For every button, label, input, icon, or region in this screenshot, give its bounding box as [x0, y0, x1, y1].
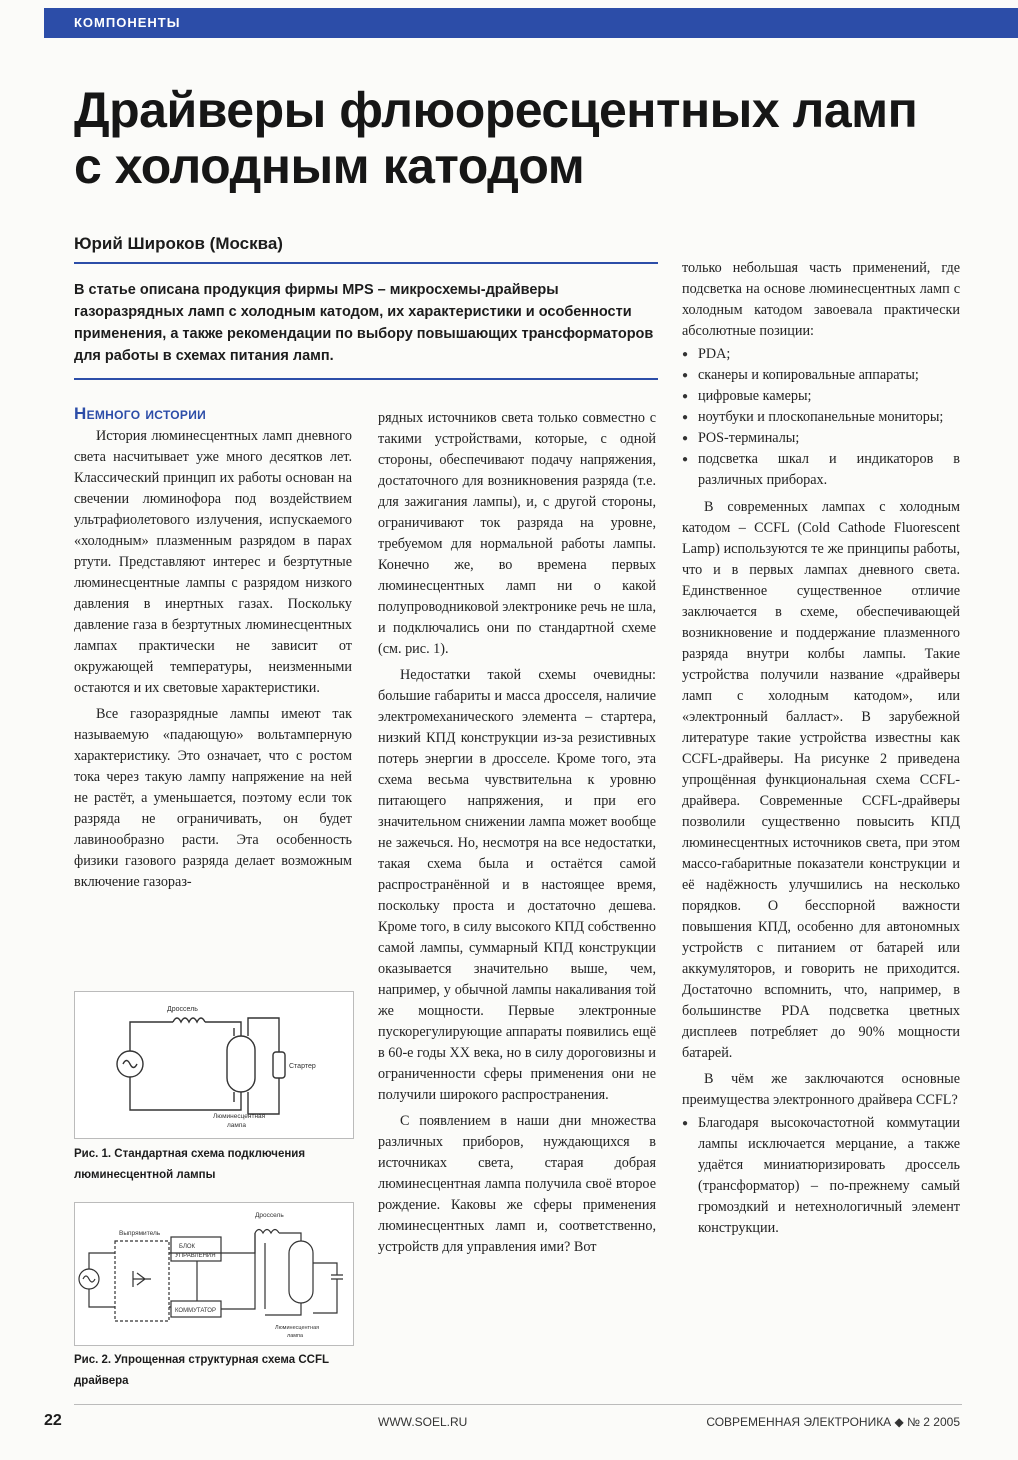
- site-link: WWW.SOEL.RU: [378, 1415, 468, 1429]
- advantages-list: [682, 1113, 960, 1239]
- figure-2-diagram: [75, 1203, 353, 1345]
- paragraph: Недостатки такой схемы очевидны: большие габариты и масса дросселя, наличие электромеханического элемента – стартера, низкий КПД конструкции из-за резистивных потерь энергии в дросселе. Кроме того, эта схема весьма чувствительна к уровню питающего напряжения, и при его значительном снижении лампа может вообще не зажечься. Но, несмотря на все недостатки, такая схема была и остаётся самой распространённой и в настоящее время, поскольку проста и достаточно дешева. Кроме того, в силу высокого КПД собственно самой лампы, суммарный КПД конструкции оказывается значительно выше, чем, например, у обычной лампы накаливания той же мощности. Первые электронные пускорегулирующие аппараты появились ещё в 60-е годы XX века, но в силу дороговизны и ограниченности сферы применения они не получили широкого распространения.: [378, 667, 656, 1103]
- label-lamp-2: лампа: [227, 1122, 247, 1129]
- figure-2-caption: Рис. 2. Упрощенная структурная схема CCFL драйвера: [74, 1354, 329, 1387]
- title-line-1: Драйверы флюоресцентных ламп: [74, 82, 918, 138]
- list-item: ● PDA;: [682, 344, 960, 365]
- page-number: 22: [44, 1412, 62, 1429]
- applications-list: [682, 344, 960, 491]
- figure-1: [74, 991, 354, 1139]
- column-3: [682, 258, 960, 1245]
- label-choke: Дроссель: [167, 1006, 198, 1013]
- label-switch: КОММУТАТОР: [175, 1308, 216, 1314]
- list-item: ● сканеры и копировальные аппараты;: [682, 365, 960, 386]
- label-starter: Стартер: [289, 1063, 316, 1070]
- label-control-1: БЛОК: [179, 1244, 196, 1250]
- label-lamp-1: Люминесцентная: [275, 1325, 320, 1331]
- footer-rule: [74, 1404, 962, 1405]
- figure-1-caption: Рис. 1. Стандартная схема подключения люминесцентной лампы: [74, 1148, 306, 1181]
- label-rectifier: Выпрямитель: [119, 1230, 161, 1237]
- figure-2: [74, 1202, 354, 1346]
- label-control-2: УПРАВЛЕНИЯ: [175, 1253, 216, 1259]
- paragraph: Все газоразрядные лампы имеют так называемую «падающую» вольтамперную характеристику. Это означает, что с ростом тока через такую лампу напряжение на ней не растёт, а уменьшается, поэтому если ток разряда не ограничивать, он будет лавинообразно расти. Эта особенность физики газового разряда делает возможным включение газораз-: [74, 706, 352, 890]
- column-2: [378, 408, 656, 1258]
- figure-1-diagram: [75, 992, 353, 1138]
- paragraph: В чём же заключаются основные преимущества электронного драйвера CCFL?: [682, 1071, 960, 1108]
- paragraph: только небольшая часть применений, где подсветка на основе люминесцентных ламп с холодным катодом завоевала практически абсолютные позиции:: [682, 260, 960, 339]
- header-rule: [212, 8, 1018, 38]
- magazine-issue: СОВРЕМЕННАЯ ЭЛЕКТРОНИКА ◆ № 2 2005: [706, 1415, 960, 1429]
- label-choke: Дроссель: [255, 1212, 284, 1219]
- lead-rule-top: [74, 262, 658, 264]
- column-1: [74, 426, 352, 893]
- paragraph: рядных источников света только совместно с такими устройствами, которые, с одной стороны, обеспечивают подачу напряжения, достаточного для возникновения разряда (т.е. для зажигания лампы), и, с другой стороны, ограничивают ток разряда на уровне, требуемом для нормальной работы лампы. Конечно же, во времена первых люминесцентных ламп ни о какой полупроводниковой электронике речь не шла, и подключались они по стандартной схеме (см. рис. 1).: [378, 410, 656, 657]
- lead-rule-bottom: [74, 378, 658, 380]
- list-item: ● ноутбуки и плоскопанельные мониторы;: [682, 407, 960, 428]
- section-heading: Немного истории: [74, 404, 207, 423]
- list-item: ● Благодаря высокочастотной коммутации лампы исключается мерцание, а также удаётся миниатюризировать дроссель (трансформатор) – по-прежнему самый громоздкий и нетехнологичный элемент конструкции.: [682, 1113, 960, 1239]
- section-label: КОМПОНЕНТЫ: [44, 8, 212, 38]
- author: Юрий Широков (Москва): [74, 234, 283, 253]
- paragraph: С появлением в наши дни множества различных приборов, нуждающихся в источниках света, старая добрая люминесцентная лампа получила своё второе рождение. Каковы же сферы применения люминесцентных ламп и, соответственно, устройств для управления ими? Вот: [378, 1113, 656, 1255]
- title-line-2: с холодным катодом: [74, 138, 585, 194]
- list-item: ● POS-терминалы;: [682, 428, 960, 449]
- list-item: ● подсветка шкал и индикаторов в различных приборах.: [682, 449, 960, 491]
- paragraph: В современных лампах с холодным катодом – CCFL (Cold Cathode Fluorescent Lamp) используются те же принципы работы, что и в первых лампах дневного света. Единственное существенное отличие заключается в схеме, обеспечивающей возникновение и поддержание плазменного разряда внутри колбы лампы. Такие устройства получили название «драйверы ламп с холодным катодом», или «электронный балласт». В зарубежной литературе такие устройства известны как CCFL-драйверы. На рисунке 2 приведена упрощённая функциональная схема CCFL-драйвера. Современные CCFL-драйверы позволили существенно повысить КПД люминесцентных источников света, при этом массо-габаритные показатели конструкции и её надёжность улучшились на несколько порядков. О бесспорной важности повышения КПД, особенно для автономных устройств с питанием от батарей или аккумуляторов, и говорить не приходится. Достаточно вспомнить, что, например, в большинстве PDA подсветка цветных дисплеев потребляет до 90% мощности батарей.: [682, 499, 960, 1061]
- lead-paragraph: В статье описана продукция фирмы MPS – микросхемы-драйверы газоразрядных ламп с холодным катодом, их характеристики и особенности применения, а также рекомендации по выбору повышающих трансформаторов для работы в схемах питания ламп.: [74, 282, 654, 364]
- paragraph: История люминесцентных ламп дневного света насчитывает уже много десятков лет. Классический принцип их работы основан на свечении люминофора под воздействием ультрафиолетового излучения, испускаемого «холодным» плазменным разрядом в парах ртути. Представляют интерес и безртутные люминесцентные лампы с разрядом низкого давления в инертных газах. Поскольку давление газа в безртутных люминесцентных лампах практически не зависит от окружающей температуры, неизменными остаются и их световые характеристики.: [74, 428, 352, 696]
- list-item: ● цифровые камеры;: [682, 386, 960, 407]
- label-lamp-2: лампа: [287, 1333, 304, 1339]
- header-bar: [0, 8, 1018, 38]
- article-title: [74, 82, 917, 194]
- label-lamp-1: Люминесцентная: [213, 1113, 266, 1120]
